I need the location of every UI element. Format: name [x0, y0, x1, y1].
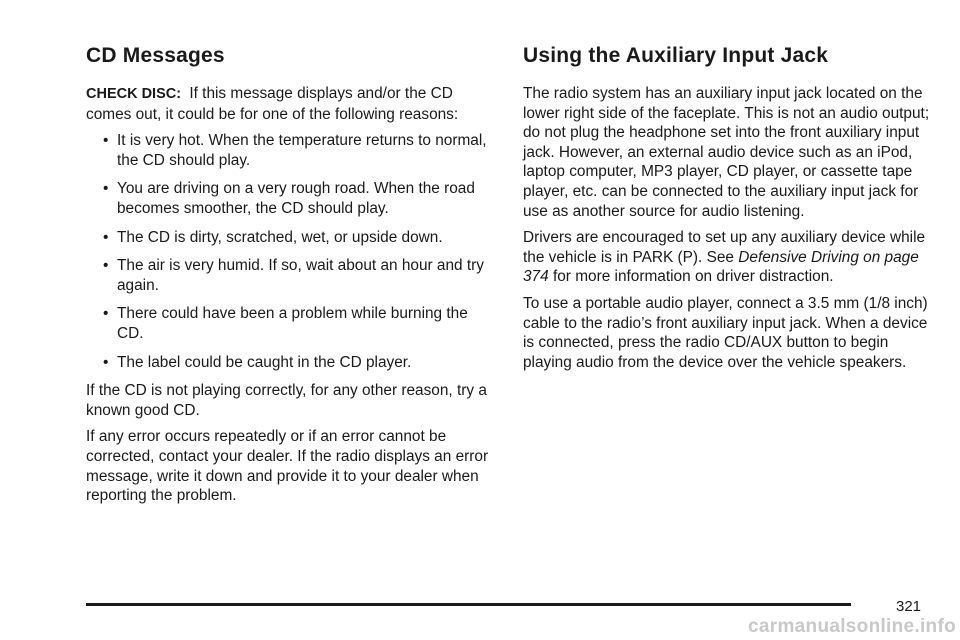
list-item-text: The air is very humid. If so, wait about an hour and try again.: [117, 257, 484, 294]
list-item: [86, 179, 498, 218]
list-item-text: You are driving on a very rough road. When the road becomes smoother, the CD should play.: [117, 180, 475, 217]
list-item-text: The CD is dirty, scratched, wet, or upside down.: [117, 228, 443, 246]
watermark: carmanualsonline.info: [748, 616, 956, 637]
list-item-text: It is very hot. When the temperature returns to normal, the CD should play.: [117, 132, 487, 169]
right-column: [523, 44, 933, 379]
defensive-driving-link[interactable]: Defensive Driving on page 374: [523, 248, 919, 286]
check-disc-text: If this message displays and/or the CD comes out, it could be for one of the following reasons:: [86, 85, 459, 123]
driver-distraction-paragraph: [523, 228, 933, 287]
list-item: [86, 304, 498, 343]
aux-description-paragraph: The radio system has an auxiliary input jack located on the lower right side of the faceplate. This is not an audio output; do not plug the headphone set into the front auxiliary input jack. However, an external audio device such as an iPod, laptop computer, MP3 player, CD player, or cassette tape player, etc. can be connected to the auxiliary input jack for use as another source for audio listening.: [523, 85, 930, 220]
page-number: 321: [896, 598, 922, 615]
list-item-text: There could have been a problem while burning the CD.: [117, 305, 468, 342]
list-item: [86, 131, 498, 170]
left-column: [86, 44, 498, 513]
aux-input-heading: Using the Auxiliary Input Jack: [523, 44, 829, 67]
known-good-cd-paragraph: If the CD is not playing correctly, for any other reason, try a known good CD.: [86, 382, 487, 419]
portable-player-paragraph: To use a portable audio player, connect a 3.5 mm (1/8 inch) cable to the radio’s front auxiliary input jack. When a device is connected, press the radio CD/AUX button to begin playing audio from the device over the vehicle speakers.: [523, 294, 928, 371]
bullet-icon: •: [103, 132, 109, 150]
cd-messages-heading: CD Messages: [86, 44, 225, 67]
bullet-icon: •: [103, 180, 109, 198]
list-item: [86, 228, 498, 248]
check-disc-label: CHECK DISC:: [86, 86, 182, 102]
footer-rule: [86, 603, 851, 606]
bullet-icon: •: [103, 228, 109, 246]
list-item: [86, 256, 498, 295]
contact-dealer-paragraph: If any error occurs repeatedly or if an error cannot be corrected, contact your dealer. If the radio displays an error message, write it down and provide it to your dealer when reporting the problem.: [86, 428, 489, 505]
distraction-text-after: for more information on driver distraction.: [552, 268, 834, 286]
check-disc-paragraph: [86, 84, 498, 124]
distraction-text-before: Drivers are encouraged to set up any auxiliary device while the vehicle is in PARK (P). See: [523, 229, 926, 266]
list-item: [86, 353, 498, 373]
bullet-icon: •: [103, 305, 109, 323]
reasons-list: [86, 131, 498, 372]
bullet-icon: •: [103, 353, 109, 371]
list-item-text: The label could be caught in the CD player.: [117, 353, 412, 371]
bullet-icon: •: [103, 257, 109, 275]
